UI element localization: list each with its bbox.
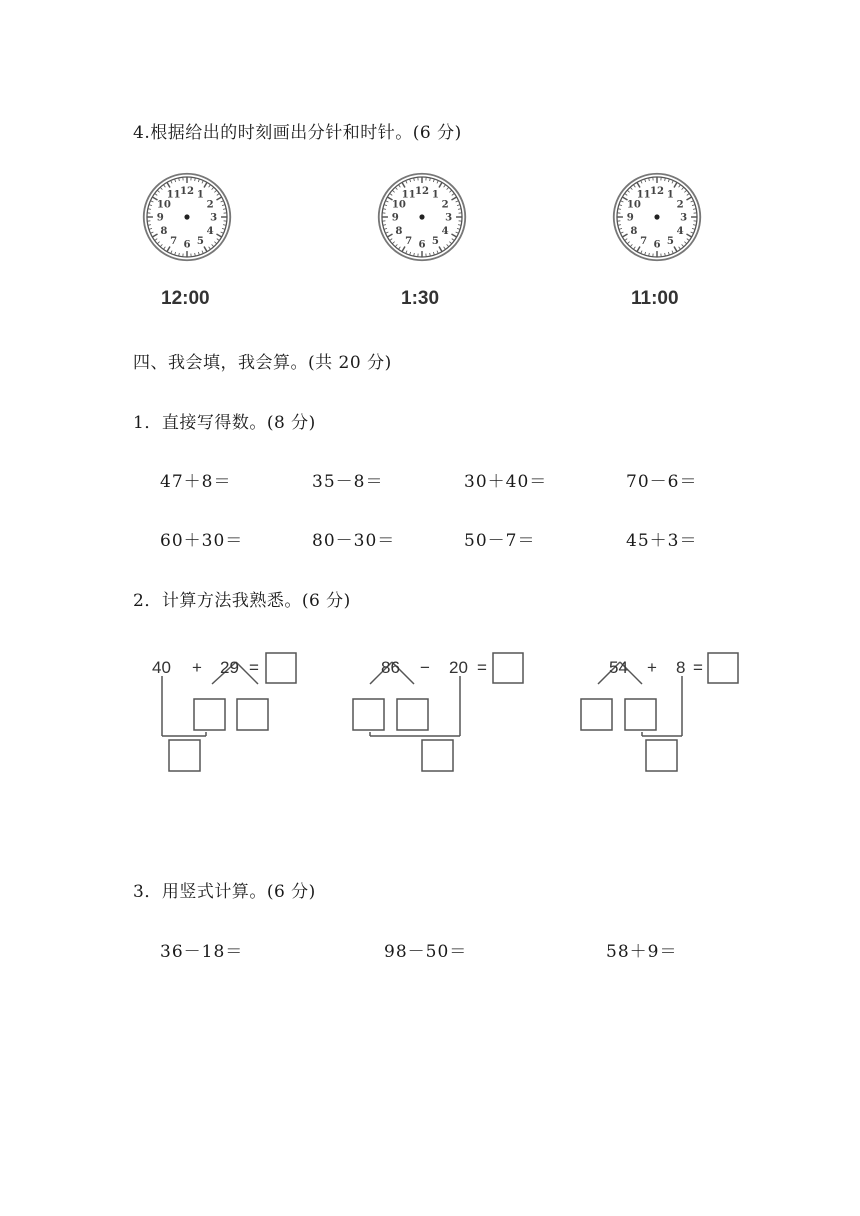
clock-numeral: 2 [206, 198, 214, 211]
arith-item: 30＋40＝ [464, 472, 548, 492]
clock-numeral: 4 [441, 225, 449, 238]
diagram-1-eq: = [249, 658, 259, 677]
answer-box [169, 740, 200, 771]
clock-numeral: 6 [653, 238, 661, 251]
clock-numeral: 1 [431, 188, 439, 201]
clock-numeral: 7 [170, 234, 178, 247]
clock-numeral: 5 [666, 234, 674, 247]
clock-numeral: 11 [401, 188, 416, 201]
vertical-calc-item: 36－18＝ [160, 942, 244, 962]
time-label-3: 11:00 [631, 288, 679, 309]
clock-numeral: 4 [676, 225, 684, 238]
clock-numeral: 10 [391, 198, 406, 211]
clock-numeral: 9 [156, 211, 164, 224]
time-label-2: 1:30 [401, 288, 440, 309]
clock-numeral: 3 [680, 211, 688, 224]
diagram-2-op: − [420, 658, 430, 677]
q1-title: 1．直接写得数。(8 分) [133, 413, 316, 433]
arith-item: 45＋3＝ [626, 531, 698, 551]
diagram-2-first: 86 [381, 658, 400, 677]
clock-numeral: 3 [445, 211, 453, 224]
arith-item: 47＋8＝ [160, 472, 232, 492]
decomposition-diagrams [140, 640, 760, 780]
answer-box [581, 699, 612, 730]
clock-numeral: 1 [196, 188, 204, 201]
clock-numeral: 12 [414, 185, 430, 197]
clock-numeral: 7 [405, 234, 413, 247]
answer-box [625, 699, 656, 730]
clock-numeral: 11 [166, 188, 181, 201]
answer-box [237, 699, 268, 730]
q2-title: 2．计算方法我熟悉。(6 分) [133, 591, 351, 611]
clock-numeral: 8 [395, 225, 403, 238]
time-label-1: 12:00 [161, 288, 210, 309]
diagram-1-second: 29 [220, 658, 239, 677]
section-title: 四、我会填，我会算。(共 20 分) [133, 353, 392, 373]
clock-numeral: 6 [183, 238, 191, 251]
clock-numeral: 5 [431, 234, 439, 247]
clock-numeral: 7 [640, 234, 648, 247]
arith-item: 80－30＝ [312, 531, 396, 551]
clock-center-dot [419, 214, 424, 219]
diagram-3-eq: = [693, 658, 703, 677]
clock-numeral: 5 [196, 234, 204, 247]
answer-box [493, 653, 523, 683]
clock-numeral: 6 [418, 238, 426, 251]
vertical-calc-item: 58＋9＝ [606, 942, 678, 962]
clock-numeral: 3 [210, 211, 218, 224]
clock-numeral: 9 [391, 211, 399, 224]
answer-box [646, 740, 677, 771]
arith-item: 35－8＝ [312, 472, 384, 492]
clock-numeral: 4 [206, 225, 214, 238]
diagram-1-first: 40 [152, 658, 171, 677]
diagram-1-op: + [192, 658, 202, 677]
answer-box [708, 653, 738, 683]
clock-numeral: 12 [179, 185, 195, 197]
diagram-2-eq: = [477, 658, 487, 677]
vertical-calc-item: 98－50＝ [384, 942, 468, 962]
clock-numeral: 1 [666, 188, 674, 201]
answer-box [397, 699, 428, 730]
clock-numeral: 2 [676, 198, 684, 211]
arith-item: 70－6＝ [626, 472, 698, 492]
clock-center-dot [654, 214, 659, 219]
diagram-3-first: 54 [609, 658, 628, 677]
answer-box [194, 699, 225, 730]
clock-numeral: 8 [630, 225, 638, 238]
clock-numeral: 2 [441, 198, 449, 211]
clock-face-2 [376, 171, 468, 263]
clock-center-dot [184, 214, 189, 219]
answer-box [266, 653, 296, 683]
clock-face-1 [141, 171, 233, 263]
clock-numeral: 10 [156, 198, 171, 211]
clock-numeral: 12 [649, 185, 665, 197]
arith-item: 60＋30＝ [160, 531, 244, 551]
diagram-2-second: 20 [449, 658, 468, 677]
diagram-3-second: 8 [676, 658, 686, 677]
clock-numeral: 10 [626, 198, 641, 211]
clock-numeral: 9 [626, 211, 634, 224]
q3-title: 3．用竖式计算。(6 分) [133, 882, 316, 902]
clock-numeral: 8 [160, 225, 168, 238]
q4-title: 4.根据给出的时刻画出分针和时针。(6 分) [133, 123, 462, 143]
arith-item: 50－7＝ [464, 531, 536, 551]
answer-box [353, 699, 384, 730]
clock-face-3 [611, 171, 703, 263]
diagram-3-op: + [647, 658, 657, 677]
clock-numeral: 11 [636, 188, 651, 201]
answer-box [422, 740, 453, 771]
